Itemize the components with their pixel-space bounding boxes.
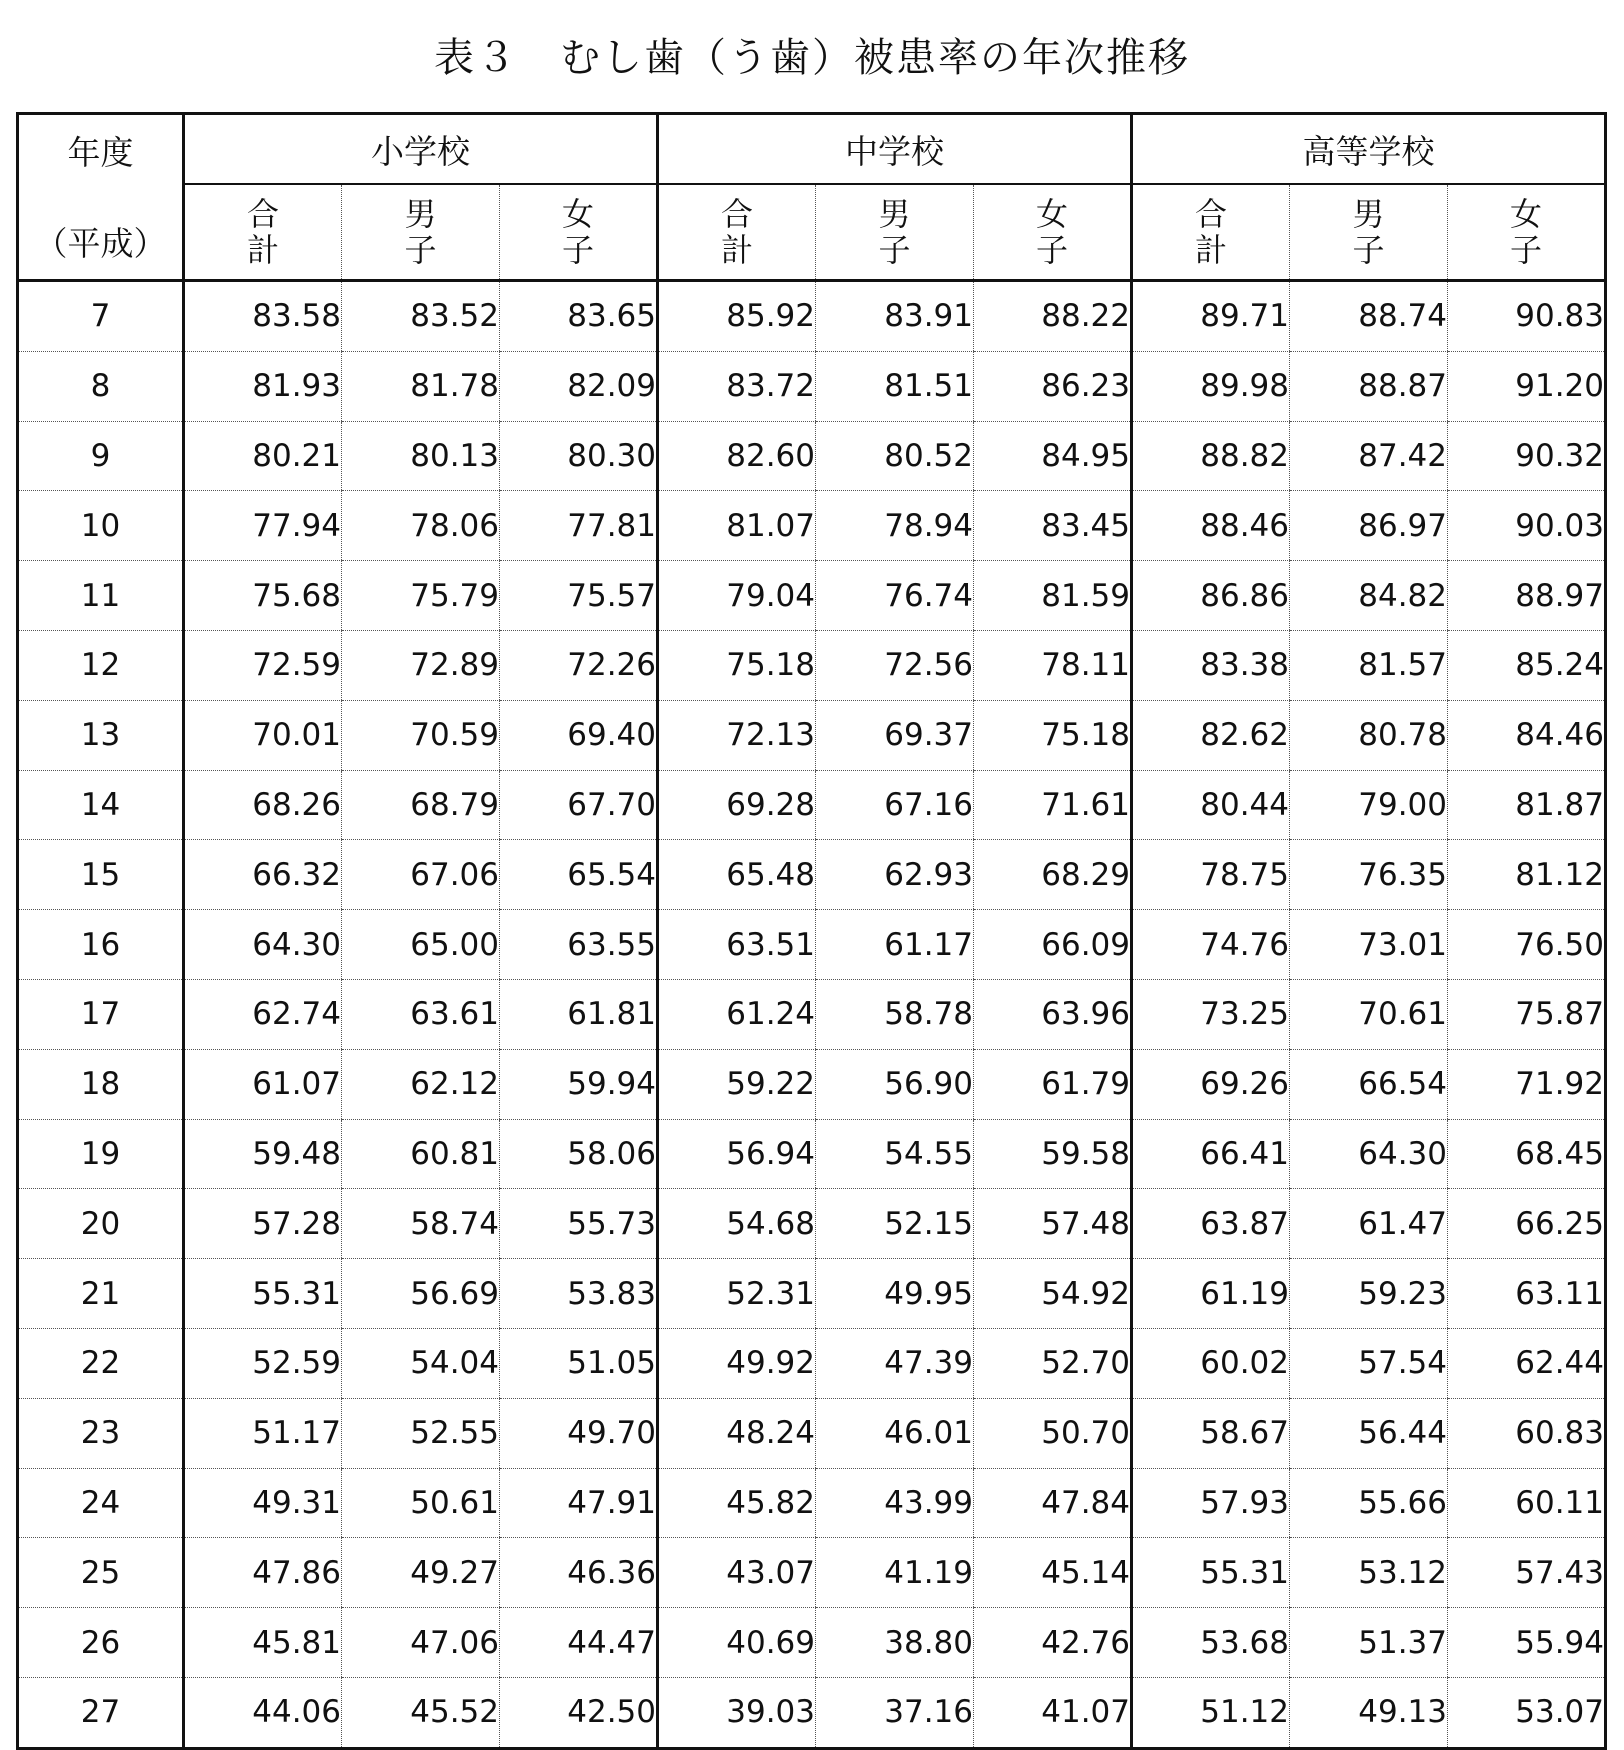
value-cell: 68.29 [974,840,1132,910]
value-cell: 56.94 [658,1119,816,1189]
value-cell: 49.92 [658,1328,816,1398]
value-cell: 83.58 [184,281,342,352]
table-row [18,491,1606,561]
value-cell: 75.18 [974,700,1132,770]
value-cell: 55.94 [1448,1608,1606,1678]
value-cell: 82.60 [658,421,816,491]
value-cell: 56.69 [342,1259,500,1329]
value-cell: 88.46 [1132,491,1290,561]
value-cell: 72.26 [500,630,658,700]
value-cell: 75.79 [342,561,500,631]
value-cell: 45.14 [974,1538,1132,1608]
table-row [18,700,1606,770]
subheader-char: 子 [404,231,437,269]
table-row [18,770,1606,840]
value-cell: 56.44 [1290,1398,1448,1468]
value-cell: 57.48 [974,1189,1132,1259]
value-cell: 91.20 [1448,351,1606,421]
value-cell: 76.50 [1448,910,1606,980]
value-cell: 81.78 [342,351,500,421]
value-cell: 61.17 [816,910,974,980]
year-cell: 24 [18,1468,184,1538]
value-cell: 71.61 [974,770,1132,840]
value-cell: 49.95 [816,1259,974,1329]
value-cell: 51.37 [1290,1608,1448,1678]
value-cell: 39.03 [658,1677,816,1748]
value-cell: 75.68 [184,561,342,631]
table-title: 表３ むし歯（う歯）被患率の年次推移 [434,35,1190,81]
value-cell: 84.82 [1290,561,1448,631]
school-header-high: 高等学校 [1132,114,1606,185]
value-cell: 67.06 [342,840,500,910]
value-cell: 68.26 [184,770,342,840]
table-row [18,840,1606,910]
value-cell: 51.05 [500,1328,658,1398]
value-cell: 59.94 [500,1049,658,1119]
value-cell: 88.82 [1132,421,1290,491]
value-cell: 50.61 [342,1468,500,1538]
value-cell: 65.54 [500,840,658,910]
value-cell: 64.30 [184,910,342,980]
year-header-line2: （平成） [34,224,167,263]
value-cell: 52.55 [342,1398,500,1468]
value-cell: 70.61 [1290,979,1448,1049]
value-cell: 83.65 [500,281,658,352]
value-cell: 71.92 [1448,1049,1606,1119]
value-cell: 86.23 [974,351,1132,421]
value-cell: 78.11 [974,630,1132,700]
value-cell: 80.78 [1290,700,1448,770]
subheader-char: 子 [878,231,911,269]
table-row [18,910,1606,980]
value-cell: 66.25 [1448,1189,1606,1259]
value-cell: 63.87 [1132,1189,1290,1259]
value-cell: 64.30 [1290,1119,1448,1189]
year-cell: 8 [18,351,184,421]
subheader-char: 計 [246,231,279,269]
year-cell: 19 [18,1119,184,1189]
value-cell: 80.13 [342,421,500,491]
value-cell: 66.54 [1290,1049,1448,1119]
value-cell: 83.72 [658,351,816,421]
value-cell: 80.30 [500,421,658,491]
table-row [18,979,1606,1049]
year-cell: 25 [18,1538,184,1608]
value-cell: 49.31 [184,1468,342,1538]
value-cell: 70.01 [184,700,342,770]
value-cell: 55.73 [500,1189,658,1259]
value-cell: 61.24 [658,979,816,1049]
value-cell: 87.42 [1290,421,1448,491]
value-cell: 86.97 [1290,491,1448,561]
table-row [18,1608,1606,1678]
year-header [18,114,184,281]
value-cell: 75.87 [1448,979,1606,1049]
value-cell: 56.90 [816,1049,974,1119]
value-cell: 81.07 [658,491,816,561]
value-cell: 42.76 [974,1608,1132,1678]
value-cell: 61.07 [184,1049,342,1119]
value-cell: 66.41 [1132,1119,1290,1189]
value-cell: 40.69 [658,1608,816,1678]
year-cell: 20 [18,1189,184,1259]
value-cell: 90.32 [1448,421,1606,491]
value-cell: 41.19 [816,1538,974,1608]
year-cell: 12 [18,630,184,700]
value-cell: 69.40 [500,700,658,770]
table-row [18,1398,1606,1468]
value-cell: 78.75 [1132,840,1290,910]
value-cell: 45.81 [184,1608,342,1678]
subheader-female [974,184,1132,281]
value-cell: 70.59 [342,700,500,770]
value-cell: 61.47 [1290,1189,1448,1259]
value-cell: 90.03 [1448,491,1606,561]
value-cell: 82.09 [500,351,658,421]
value-cell: 72.89 [342,630,500,700]
value-cell: 41.07 [974,1677,1132,1748]
value-cell: 83.38 [1132,630,1290,700]
year-cell: 26 [18,1608,184,1678]
value-cell: 54.68 [658,1189,816,1259]
value-cell: 83.52 [342,281,500,352]
subheader-char: 女 [561,195,594,233]
value-cell: 62.93 [816,840,974,910]
table-row [18,630,1606,700]
value-cell: 58.06 [500,1119,658,1189]
value-cell: 44.47 [500,1608,658,1678]
subheader-char: 子 [561,231,594,269]
table-row [18,1328,1606,1398]
value-cell: 37.16 [816,1677,974,1748]
value-cell: 88.74 [1290,281,1448,352]
subheader-char: 子 [1352,231,1385,269]
value-cell: 60.83 [1448,1398,1606,1468]
year-cell: 27 [18,1677,184,1748]
value-cell: 57.28 [184,1189,342,1259]
subheader-char: 子 [1035,231,1068,269]
value-cell: 52.70 [974,1328,1132,1398]
value-cell: 60.02 [1132,1328,1290,1398]
value-cell: 69.26 [1132,1049,1290,1119]
caries-rate-table [16,112,1607,1750]
value-cell: 90.83 [1448,281,1606,352]
year-cell: 17 [18,979,184,1049]
value-cell: 52.31 [658,1259,816,1329]
year-cell: 15 [18,840,184,910]
year-cell: 13 [18,700,184,770]
value-cell: 82.62 [1132,700,1290,770]
value-cell: 81.57 [1290,630,1448,700]
subheader-char: 合 [246,195,279,233]
table-row [18,1677,1606,1748]
value-cell: 50.70 [974,1398,1132,1468]
value-cell: 69.37 [816,700,974,770]
value-cell: 81.59 [974,561,1132,631]
value-cell: 63.96 [974,979,1132,1049]
table-row [18,1119,1606,1189]
value-cell: 72.59 [184,630,342,700]
value-cell: 66.32 [184,840,342,910]
value-cell: 54.92 [974,1259,1132,1329]
value-cell: 51.17 [184,1398,342,1468]
subheader-char: 男 [1352,195,1385,233]
value-cell: 53.12 [1290,1538,1448,1608]
year-cell: 10 [18,491,184,561]
value-cell: 59.23 [1290,1259,1448,1329]
value-cell: 65.00 [342,910,500,980]
table-row [18,1259,1606,1329]
value-cell: 54.04 [342,1328,500,1398]
value-cell: 88.87 [1290,351,1448,421]
table-row [18,421,1606,491]
value-cell: 58.67 [1132,1398,1290,1468]
value-cell: 86.86 [1132,561,1290,631]
value-cell: 57.54 [1290,1328,1448,1398]
value-cell: 80.21 [184,421,342,491]
value-cell: 52.59 [184,1328,342,1398]
subheader-female [500,184,658,281]
subheader-male [1290,184,1448,281]
value-cell: 63.51 [658,910,816,980]
subheader-male [816,184,974,281]
subheader-char: 男 [404,195,437,233]
value-cell: 78.06 [342,491,500,561]
value-cell: 62.74 [184,979,342,1049]
value-cell: 49.27 [342,1538,500,1608]
value-cell: 63.55 [500,910,658,980]
value-cell: 77.94 [184,491,342,561]
subheader-char: 男 [878,195,911,233]
value-cell: 81.12 [1448,840,1606,910]
value-cell: 59.48 [184,1119,342,1189]
value-cell: 60.81 [342,1119,500,1189]
value-cell: 84.95 [974,421,1132,491]
year-cell: 11 [18,561,184,631]
value-cell: 61.19 [1132,1259,1290,1329]
subheader-female [1448,184,1606,281]
value-cell: 59.22 [658,1049,816,1119]
value-cell: 61.81 [500,979,658,1049]
value-cell: 81.93 [184,351,342,421]
year-cell: 23 [18,1398,184,1468]
value-cell: 77.81 [500,491,658,561]
value-cell: 72.13 [658,700,816,770]
value-cell: 43.99 [816,1468,974,1538]
value-cell: 47.06 [342,1608,500,1678]
value-cell: 53.83 [500,1259,658,1329]
value-cell: 79.04 [658,561,816,631]
value-cell: 49.13 [1290,1677,1448,1748]
value-cell: 67.16 [816,770,974,840]
value-cell: 81.87 [1448,770,1606,840]
value-cell: 55.66 [1290,1468,1448,1538]
value-cell: 85.92 [658,281,816,352]
value-cell: 63.11 [1448,1259,1606,1329]
value-cell: 52.15 [816,1189,974,1259]
value-cell: 74.76 [1132,910,1290,980]
year-cell: 16 [18,910,184,980]
value-cell: 67.70 [500,770,658,840]
value-cell: 44.06 [184,1677,342,1748]
value-cell: 73.25 [1132,979,1290,1049]
year-header-line1: 年度 [67,133,134,172]
year-cell: 14 [18,770,184,840]
value-cell: 75.18 [658,630,816,700]
table-row [18,281,1606,352]
value-cell: 80.44 [1132,770,1290,840]
value-cell: 54.55 [816,1119,974,1189]
value-cell: 46.01 [816,1398,974,1468]
subheader-char: 合 [720,195,753,233]
value-cell: 66.09 [974,910,1132,980]
value-cell: 48.24 [658,1398,816,1468]
value-cell: 88.22 [974,281,1132,352]
value-cell: 84.46 [1448,700,1606,770]
value-cell: 83.45 [974,491,1132,561]
value-cell: 58.78 [816,979,974,1049]
value-cell: 53.07 [1448,1677,1606,1748]
table-row [18,351,1606,421]
value-cell: 76.74 [816,561,974,631]
value-cell: 89.71 [1132,281,1290,352]
subheader-char: 女 [1509,195,1542,233]
table-row [18,561,1606,631]
subheader-total [184,184,342,281]
year-cell: 22 [18,1328,184,1398]
value-cell: 61.79 [974,1049,1132,1119]
value-cell: 88.97 [1448,561,1606,631]
value-cell: 75.57 [500,561,658,631]
value-cell: 38.80 [816,1608,974,1678]
value-cell: 81.51 [816,351,974,421]
value-cell: 57.43 [1448,1538,1606,1608]
value-cell: 62.12 [342,1049,500,1119]
value-cell: 59.58 [974,1119,1132,1189]
subheader-char: 合 [1194,195,1227,233]
value-cell: 46.36 [500,1538,658,1608]
value-cell: 68.45 [1448,1119,1606,1189]
year-cell: 7 [18,281,184,352]
value-cell: 45.82 [658,1468,816,1538]
value-cell: 68.79 [342,770,500,840]
value-cell: 60.11 [1448,1468,1606,1538]
school-header-elementary: 小学校 [184,114,658,185]
value-cell: 57.93 [1132,1468,1290,1538]
value-cell: 55.31 [184,1259,342,1329]
value-cell: 47.84 [974,1468,1132,1538]
value-cell: 43.07 [658,1538,816,1608]
value-cell: 53.68 [1132,1608,1290,1678]
year-cell: 9 [18,421,184,491]
subheader-char: 計 [1194,231,1227,269]
subheader-total [658,184,816,281]
value-cell: 65.48 [658,840,816,910]
value-cell: 51.12 [1132,1677,1290,1748]
table-row [18,1538,1606,1608]
value-cell: 45.52 [342,1677,500,1748]
value-cell: 42.50 [500,1677,658,1748]
school-header-junior-high: 中学校 [658,114,1132,185]
value-cell: 72.56 [816,630,974,700]
value-cell: 47.86 [184,1538,342,1608]
value-cell: 58.74 [342,1189,500,1259]
value-cell: 69.28 [658,770,816,840]
value-cell: 73.01 [1290,910,1448,980]
value-cell: 49.70 [500,1398,658,1468]
subheader-char: 子 [1509,231,1542,269]
value-cell: 62.44 [1448,1328,1606,1398]
table-row [18,1049,1606,1119]
value-cell: 83.91 [816,281,974,352]
table-row [18,1468,1606,1538]
value-cell: 63.61 [342,979,500,1049]
subheader-total [1132,184,1290,281]
subheader-char: 女 [1035,195,1068,233]
year-cell: 18 [18,1049,184,1119]
table-row [18,1189,1606,1259]
value-cell: 55.31 [1132,1538,1290,1608]
value-cell: 47.39 [816,1328,974,1398]
value-cell: 47.91 [500,1468,658,1538]
subheader-char: 計 [720,231,753,269]
year-cell: 21 [18,1259,184,1329]
value-cell: 78.94 [816,491,974,561]
subheader-male [342,184,500,281]
value-cell: 80.52 [816,421,974,491]
value-cell: 85.24 [1448,630,1606,700]
value-cell: 76.35 [1290,840,1448,910]
value-cell: 79.00 [1290,770,1448,840]
value-cell: 89.98 [1132,351,1290,421]
